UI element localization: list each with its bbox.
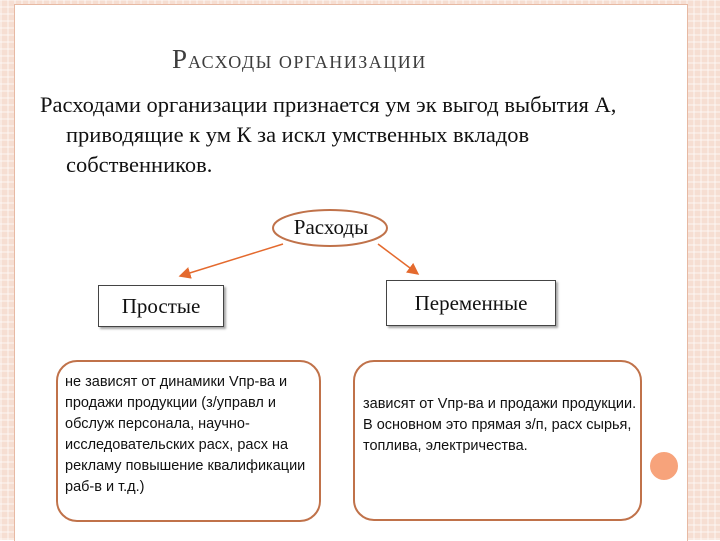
- simple-costs-box: Простые: [98, 285, 224, 327]
- slide-title: [172, 44, 427, 75]
- variable-costs-description: зависят от Vпр-ва и продажи продукции. В основном это прямая з/п, расх сырья, топлива, электричества.: [363, 396, 637, 454]
- arrow-to-simple: [180, 244, 283, 276]
- title-rest: АСХОДЫ ОРГАНИЗАЦИИ: [188, 52, 427, 72]
- title-first-letter: Р: [172, 44, 189, 74]
- simple-costs-description: не зависят от динамики Vпр-ва и продажи продукции (з/управл и обслуж персонала, научно-исследовательских расх, расх на рекламу повышение квалификации раб-в и т.д.): [65, 374, 306, 495]
- arrow-to-variable: [378, 244, 418, 274]
- definition-text: Расходами организации признается ум эк выгод выбытия А, приводящие к ум К за искл умственных вкладов собственников.: [40, 92, 617, 177]
- decorative-circle: [648, 450, 680, 482]
- root-label: Расходы: [293, 215, 369, 239]
- variable-costs-box: Переменные: [386, 280, 556, 326]
